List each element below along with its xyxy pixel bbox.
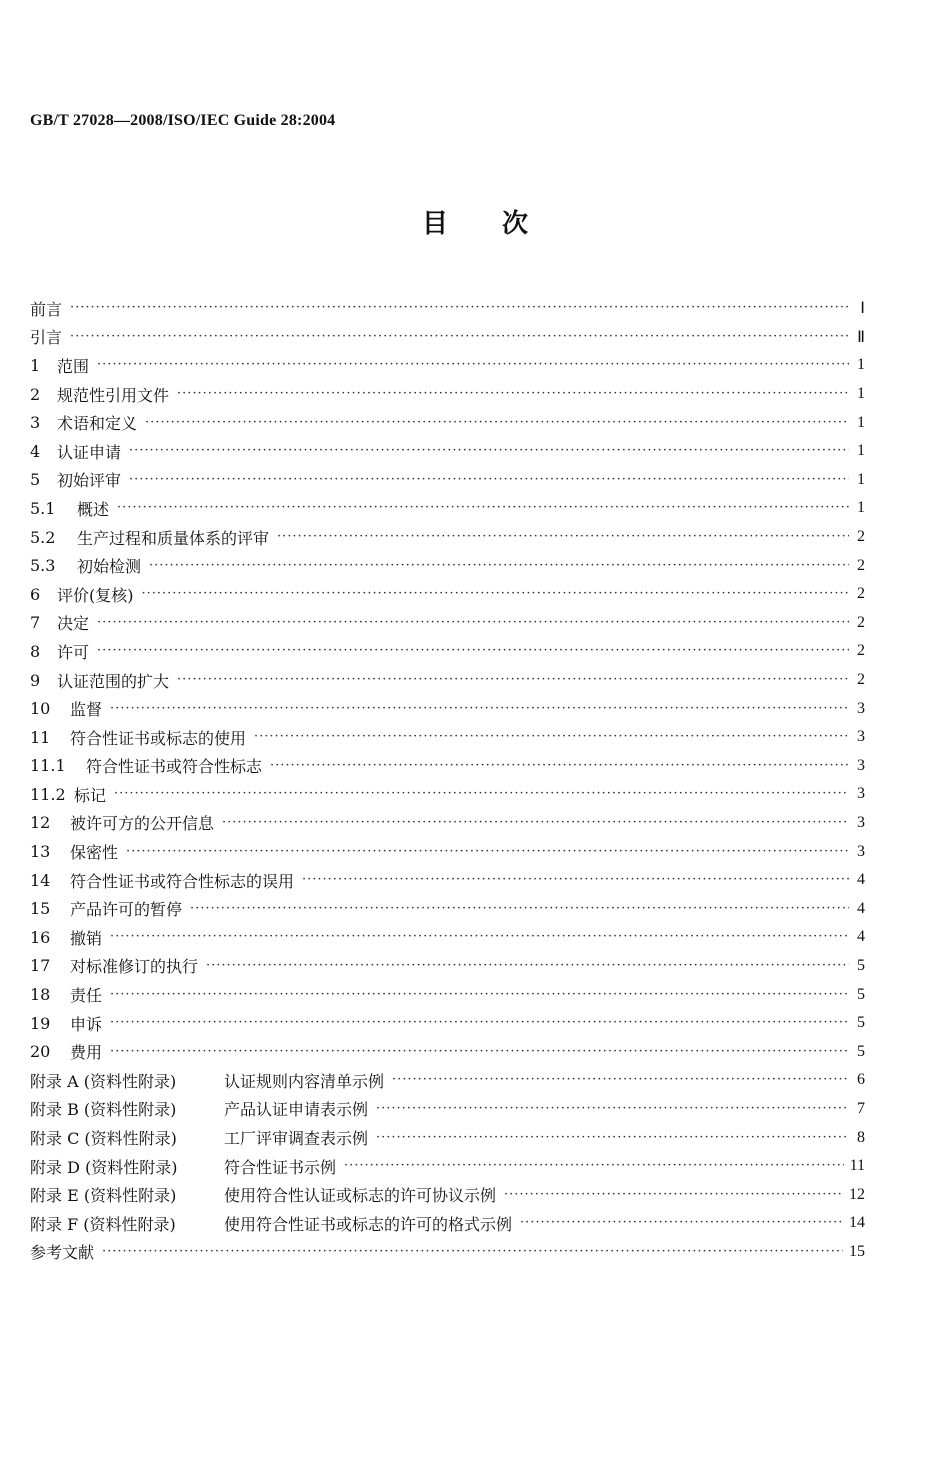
dot-leader — [102, 1238, 843, 1266]
title-char-2: 次 — [502, 209, 529, 239]
toc-entry-title: 前言 — [30, 299, 63, 319]
toc-appendix-entry[interactable] — [30, 1095, 865, 1124]
toc-entry-page: 3 — [857, 813, 865, 831]
dot-leader — [110, 1038, 849, 1066]
toc-entry[interactable] — [30, 952, 865, 981]
toc-entry[interactable] — [30, 666, 865, 695]
toc-entry-page: 3 — [857, 785, 865, 803]
dot-leader — [142, 580, 850, 608]
toc-entry-page: 11 — [849, 1157, 865, 1175]
toc-entry-number: 19 — [30, 1013, 51, 1033]
page-title — [0, 203, 950, 240]
toc-entry-page: 7 — [857, 1099, 865, 1117]
toc-entry-number: 11.2 — [30, 784, 66, 804]
toc-entry-title: 费用 — [70, 1043, 103, 1063]
toc-entry-page: 2 — [857, 528, 865, 546]
dot-leader — [110, 695, 849, 723]
toc-entry-page: 1 — [857, 499, 865, 517]
toc-entry[interactable] — [30, 466, 865, 495]
toc-entry[interactable] — [30, 837, 865, 866]
toc-entry[interactable] — [30, 494, 865, 523]
toc-entry-page: 14 — [849, 1214, 865, 1232]
toc-entry[interactable] — [30, 580, 865, 609]
toc-entry-page: 2 — [857, 613, 865, 631]
toc-entry-title: 保密性 — [70, 843, 119, 863]
toc-entry-number: 15 — [30, 899, 51, 919]
toc-entry-page: 1 — [857, 413, 865, 431]
toc-entry-title: 认证范围的扩大 — [57, 671, 170, 691]
toc-entry-page: 2 — [857, 642, 865, 660]
dot-leader — [110, 1009, 849, 1037]
toc-entry-title: 决定 — [57, 614, 90, 634]
toc-entry-number: 5 — [30, 470, 41, 490]
toc-entry-page: 3 — [857, 756, 865, 774]
dot-leader — [149, 552, 849, 580]
dot-leader — [376, 1095, 849, 1123]
toc-entry-title: 引言 — [30, 328, 63, 348]
toc-entry-number: 7 — [30, 613, 41, 633]
toc-entry-page: 1 — [857, 385, 865, 403]
toc-entry-number: 6 — [30, 584, 41, 604]
toc-entry-number: 5.2 — [30, 527, 56, 547]
appendix-label: 附录 B (资料性附录) — [30, 1100, 177, 1120]
toc-entry-page: 6 — [857, 1071, 865, 1089]
toc-entry[interactable] — [30, 1238, 865, 1267]
toc-entry-page: 4 — [857, 871, 865, 889]
toc-entry-page: 1 — [857, 356, 865, 374]
toc-entry-title: 申诉 — [70, 1014, 103, 1034]
toc-entry-page: 8 — [857, 1128, 865, 1146]
dot-leader — [254, 723, 849, 751]
toc-entry-title: 规范性引用文件 — [57, 385, 170, 405]
toc-entry-page: 3 — [857, 842, 865, 860]
toc-entry-title: 术语和定义 — [57, 414, 138, 434]
toc-entry-title: 参考文献 — [30, 1243, 95, 1263]
dot-leader — [392, 1066, 849, 1094]
toc-entry-title: 产品许可的暂停 — [70, 900, 183, 920]
toc-entry[interactable] — [30, 780, 865, 809]
toc-entry-title: 概述 — [77, 499, 110, 519]
toc-entry[interactable] — [30, 809, 865, 838]
toc-entry-title: 评价(复核) — [57, 585, 134, 605]
toc-entry[interactable] — [30, 1009, 865, 1038]
toc-entry-number: 2 — [30, 384, 41, 404]
toc-entry-title: 生产过程和质量体系的评审 — [77, 528, 270, 548]
toc-entry-number: 17 — [30, 956, 51, 976]
toc-entry-page: 15 — [849, 1242, 865, 1260]
toc-entry-title: 认证规则内容清单示例 — [224, 1071, 385, 1091]
toc-entry-title: 使用符合性证书或标志的许可的格式示例 — [224, 1214, 513, 1234]
toc-entry[interactable] — [30, 294, 865, 323]
dot-leader — [344, 1152, 844, 1180]
toc-entry[interactable] — [30, 437, 865, 466]
toc-entry-number: 14 — [30, 870, 51, 890]
toc-entry-page: 5 — [857, 1042, 865, 1060]
dot-leader — [277, 523, 849, 551]
toc-entry-page: 3 — [857, 728, 865, 746]
toc-appendix-entry[interactable] — [30, 1209, 865, 1238]
toc-entry-number: 12 — [30, 813, 51, 833]
toc-entry-page: 1 — [857, 470, 865, 488]
dot-leader — [177, 380, 849, 408]
appendix-label: 附录 A (资料性附录) — [30, 1071, 177, 1091]
document-header: GB/T 27028—2008/ISO/IEC Guide 28:2004 — [30, 112, 336, 129]
toc-entry[interactable] — [30, 323, 865, 352]
toc-entry-title: 符合性证书或符合性标志 — [86, 757, 263, 777]
toc-entry-title: 被许可方的公开信息 — [70, 814, 215, 834]
table-of-contents — [30, 294, 865, 1266]
dot-leader — [129, 437, 849, 465]
dot-leader — [117, 494, 849, 522]
dot-leader — [190, 895, 849, 923]
dot-leader — [70, 323, 849, 351]
toc-entry-page: 3 — [857, 699, 865, 717]
toc-entry[interactable] — [30, 609, 865, 638]
toc-entry-number: 11.1 — [30, 756, 66, 776]
toc-appendix-entry[interactable] — [30, 1066, 865, 1095]
toc-entry[interactable] — [30, 980, 865, 1009]
toc-entry-number: 13 — [30, 842, 51, 862]
toc-entry-title: 监督 — [70, 700, 103, 720]
dot-leader — [110, 981, 849, 1009]
toc-entry[interactable] — [30, 408, 865, 437]
toc-entry-number: 18 — [30, 985, 51, 1005]
toc-entry-title: 符合性证书或符合性标志的误用 — [70, 871, 295, 891]
toc-entry-title: 认证申请 — [57, 442, 122, 462]
toc-entry-title: 初始检测 — [77, 557, 142, 577]
dot-leader — [145, 409, 849, 437]
dot-leader — [97, 351, 849, 379]
toc-entry-number: 11 — [30, 727, 51, 747]
toc-entry-page: 4 — [857, 928, 865, 946]
toc-entry-number: 4 — [30, 441, 41, 461]
toc-entry-title: 标记 — [74, 785, 107, 805]
toc-appendix-entry[interactable] — [30, 1180, 865, 1209]
appendix-label: 附录 E (资料性附录) — [30, 1186, 177, 1206]
dot-leader — [126, 838, 849, 866]
toc-entry-title: 使用符合性认证或标志的许可协议示例 — [224, 1186, 497, 1206]
dot-leader — [177, 666, 849, 694]
dot-leader — [129, 466, 849, 494]
toc-entry[interactable] — [30, 694, 865, 723]
toc-entry[interactable] — [30, 551, 865, 580]
dot-leader — [302, 866, 849, 894]
toc-entry-number: 5.3 — [30, 556, 56, 576]
appendix-label: 附录 F (资料性附录) — [30, 1214, 176, 1234]
toc-entry-page: Ⅱ — [857, 328, 865, 346]
toc-entry-page: 2 — [857, 671, 865, 689]
appendix-label: 附录 C (资料性附录) — [30, 1129, 177, 1149]
title-char-1: 目 — [421, 209, 448, 239]
dot-leader — [504, 1181, 843, 1209]
toc-entry[interactable] — [30, 523, 865, 552]
toc-entry-number: 5.1 — [30, 498, 56, 518]
dot-leader — [376, 1124, 849, 1152]
dot-leader — [520, 1209, 843, 1237]
toc-entry-title: 符合性证书示例 — [224, 1157, 337, 1177]
toc-entry-title: 工厂评审调查表示例 — [224, 1129, 369, 1149]
dot-leader — [270, 752, 849, 780]
toc-entry-page: 2 — [857, 585, 865, 603]
toc-entry-page: Ⅰ — [860, 300, 865, 318]
toc-entry-page: 5 — [857, 1014, 865, 1032]
toc-entry-number: 20 — [30, 1042, 51, 1062]
toc-entry[interactable] — [30, 637, 865, 666]
toc-appendix-entry[interactable] — [30, 1152, 865, 1181]
toc-entry-number: 10 — [30, 699, 51, 719]
toc-entry-title: 范围 — [57, 356, 90, 376]
dot-leader — [70, 294, 849, 322]
dot-leader — [97, 609, 849, 637]
toc-entry-page: 2 — [857, 556, 865, 574]
dot-leader — [222, 809, 849, 837]
toc-entry[interactable] — [30, 752, 865, 781]
toc-entry-number: 9 — [30, 670, 41, 690]
toc-entry[interactable] — [30, 380, 865, 409]
toc-entry-number: 3 — [30, 413, 41, 433]
toc-entry[interactable] — [30, 923, 865, 952]
toc-entry-title: 初始评审 — [57, 471, 122, 491]
toc-entry-title: 责任 — [70, 986, 103, 1006]
toc-entry-number: 8 — [30, 641, 41, 661]
appendix-label: 附录 D (资料性附录) — [30, 1157, 178, 1177]
toc-entry-page: 5 — [857, 956, 865, 974]
dot-leader — [114, 780, 849, 808]
toc-entry-number: 1 — [30, 355, 41, 375]
toc-entry[interactable] — [30, 351, 865, 380]
toc-entry-title: 产品认证申请表示例 — [224, 1100, 369, 1120]
toc-entry-title: 符合性证书或标志的使用 — [70, 728, 247, 748]
toc-entry[interactable] — [30, 723, 865, 752]
dot-leader — [97, 637, 849, 665]
toc-entry-page: 1 — [857, 442, 865, 460]
toc-entry[interactable] — [30, 894, 865, 923]
dot-leader — [110, 923, 849, 951]
toc-entry-page: 5 — [857, 985, 865, 1003]
toc-entry-title: 撤销 — [70, 928, 103, 948]
toc-entry-title: 许可 — [57, 642, 90, 662]
toc-entry[interactable] — [30, 866, 865, 895]
toc-appendix-entry[interactable] — [30, 1123, 865, 1152]
dot-leader — [206, 952, 849, 980]
toc-entry-page: 12 — [849, 1185, 865, 1203]
toc-entry-title: 对标准修订的执行 — [70, 957, 199, 977]
toc-entry[interactable] — [30, 1037, 865, 1066]
toc-entry-page: 4 — [857, 899, 865, 917]
toc-entry-number: 16 — [30, 927, 51, 947]
